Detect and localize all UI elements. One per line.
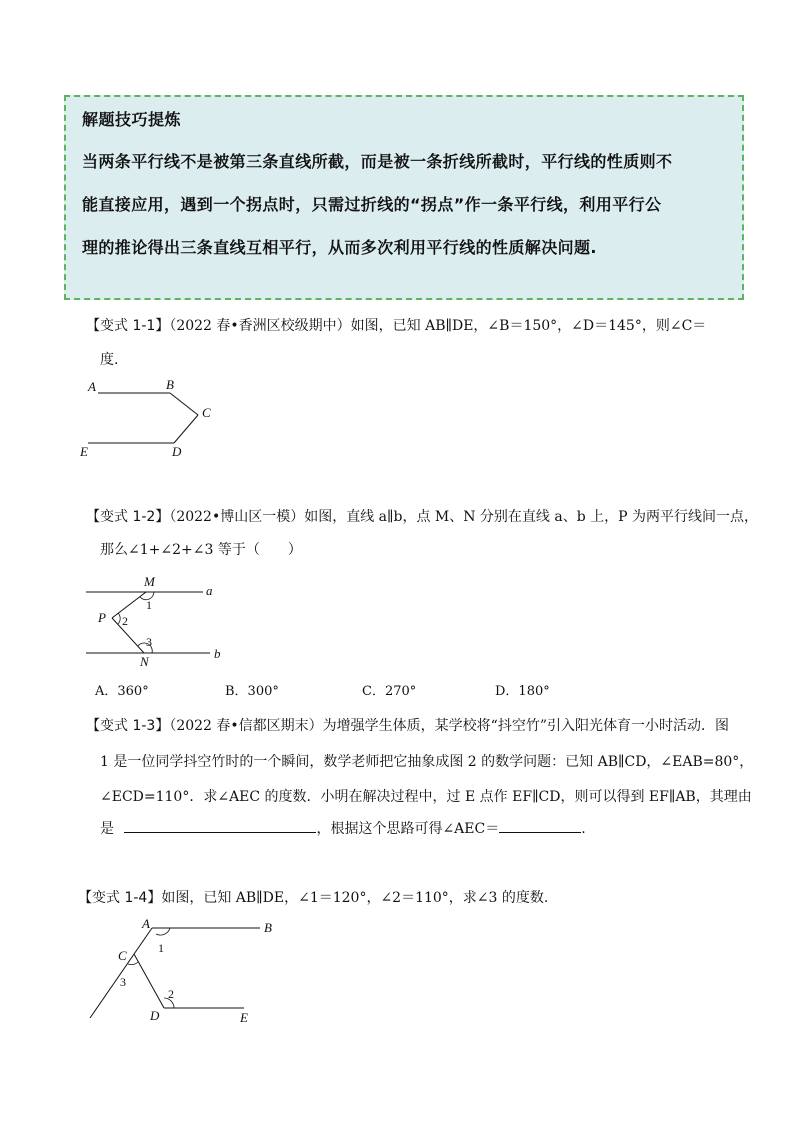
question-text: 是 bbox=[100, 821, 114, 837]
question-1-3-line2: 1 是一位同学抖空竹时的一个瞬间，数学老师把它抽象成图 2 的数学问题：已知 AB∥CD，∠EAB=80°， bbox=[100, 754, 754, 770]
angle-3-label: 3 bbox=[120, 975, 126, 989]
question-1-1 bbox=[86, 316, 706, 336]
label-b: b bbox=[214, 646, 221, 661]
question-tag: 【变式 1-1】 bbox=[86, 318, 170, 334]
answer-blank-reason[interactable] bbox=[124, 818, 316, 833]
tip-line-3: 理的推论得出三条直线互相平行，从而多次利用平行线的性质解决问题. bbox=[82, 238, 597, 257]
question-tag: 【变式 1-2】 bbox=[86, 509, 170, 525]
question-tag: 【变式 1-4】 bbox=[78, 890, 162, 906]
question-text: （2022 春•香洲区校级期中）如图，已知 AB∥DE，∠B＝150°，∠D＝145°，则∠C＝ bbox=[169, 318, 707, 334]
question-tag: 【变式 1-3】 bbox=[86, 718, 170, 734]
angle-1-arc bbox=[156, 928, 170, 935]
line-ac bbox=[90, 928, 152, 1018]
angle-3-label: 3 bbox=[146, 635, 152, 649]
option-b: B．300° bbox=[225, 684, 279, 699]
tip-title: 解题技巧提炼 bbox=[82, 110, 182, 129]
option-d: D．180° bbox=[495, 684, 550, 699]
figure-1-2 bbox=[78, 572, 238, 670]
tip-line-2: 能直接应用，遇到一个拐点时，只需过折线的“拐点”作一条平行线，利用平行公 bbox=[82, 195, 662, 214]
question-text: 如图，已知 AB∥DE，∠1＝120°，∠2＝110°，求∠3 的度数. bbox=[161, 890, 549, 906]
label-m: M bbox=[144, 574, 155, 589]
label-b: B bbox=[166, 377, 174, 392]
label-e: E bbox=[80, 444, 88, 459]
label-c: C bbox=[202, 405, 211, 420]
question-text: （2022•博山区一模）如图，直线 a∥b，点 M、N 分别在直线 a、b 上，P 为两平行线间一点， bbox=[169, 509, 759, 525]
line-cd bbox=[134, 954, 164, 1008]
label-c: C bbox=[118, 948, 127, 963]
label-a: A bbox=[142, 916, 150, 931]
label-n: N bbox=[140, 654, 149, 669]
option-a: A．360° bbox=[95, 684, 149, 699]
label-p: P bbox=[98, 610, 106, 625]
question-text: （2022 春•信都区期末）为增强学生体质，某学校将“抖空竹”引入阳光体育一小时活动．图 bbox=[169, 718, 729, 734]
answer-blank-angle[interactable] bbox=[499, 818, 581, 833]
question-1-3-line4 bbox=[100, 818, 586, 839]
question-1-2-line2: 那么∠1+∠2+∠3 等于（ ） bbox=[100, 542, 302, 558]
question-text: . bbox=[581, 821, 586, 837]
question-text: ，根据这个思路可得∠AEC＝ bbox=[316, 821, 500, 837]
question-1-2 bbox=[86, 507, 758, 527]
segment-pn bbox=[112, 618, 144, 653]
angle-2-arc bbox=[118, 613, 120, 624]
label-b: B bbox=[264, 920, 272, 935]
label-d: D bbox=[172, 444, 182, 459]
tip-box bbox=[64, 95, 744, 300]
angle-2-label: 2 bbox=[122, 614, 128, 628]
figure-1-1 bbox=[70, 375, 230, 460]
angle-2-label: 2 bbox=[168, 987, 174, 1001]
line-bc bbox=[170, 393, 198, 415]
figure-1-4 bbox=[80, 910, 290, 1025]
segment-pm bbox=[112, 592, 146, 618]
line-cd bbox=[174, 415, 198, 443]
question-1-3-line3: ∠ECD=110°．求∠AEC 的度数．小明在解决过程中，过 E 点作 EF∥CD，则可以得到 EF∥AB，其理由 bbox=[100, 789, 752, 805]
question-1-4 bbox=[78, 888, 548, 908]
question-1-3 bbox=[86, 716, 729, 736]
label-a: A bbox=[88, 379, 96, 394]
angle-3-arc bbox=[128, 962, 138, 965]
option-c: C．270° bbox=[362, 684, 417, 699]
angle-1-label: 1 bbox=[146, 598, 152, 612]
tip-line-1: 当两条平行线不是被第三条直线所截，而是被一条折线所截时，平行线的性质则不 bbox=[82, 152, 673, 171]
question-1-1-line2: 度. bbox=[100, 352, 119, 368]
label-d: D bbox=[150, 1008, 160, 1023]
angle-1-label: 1 bbox=[158, 941, 164, 955]
label-e: E bbox=[240, 1010, 248, 1025]
label-a: a bbox=[206, 583, 213, 598]
